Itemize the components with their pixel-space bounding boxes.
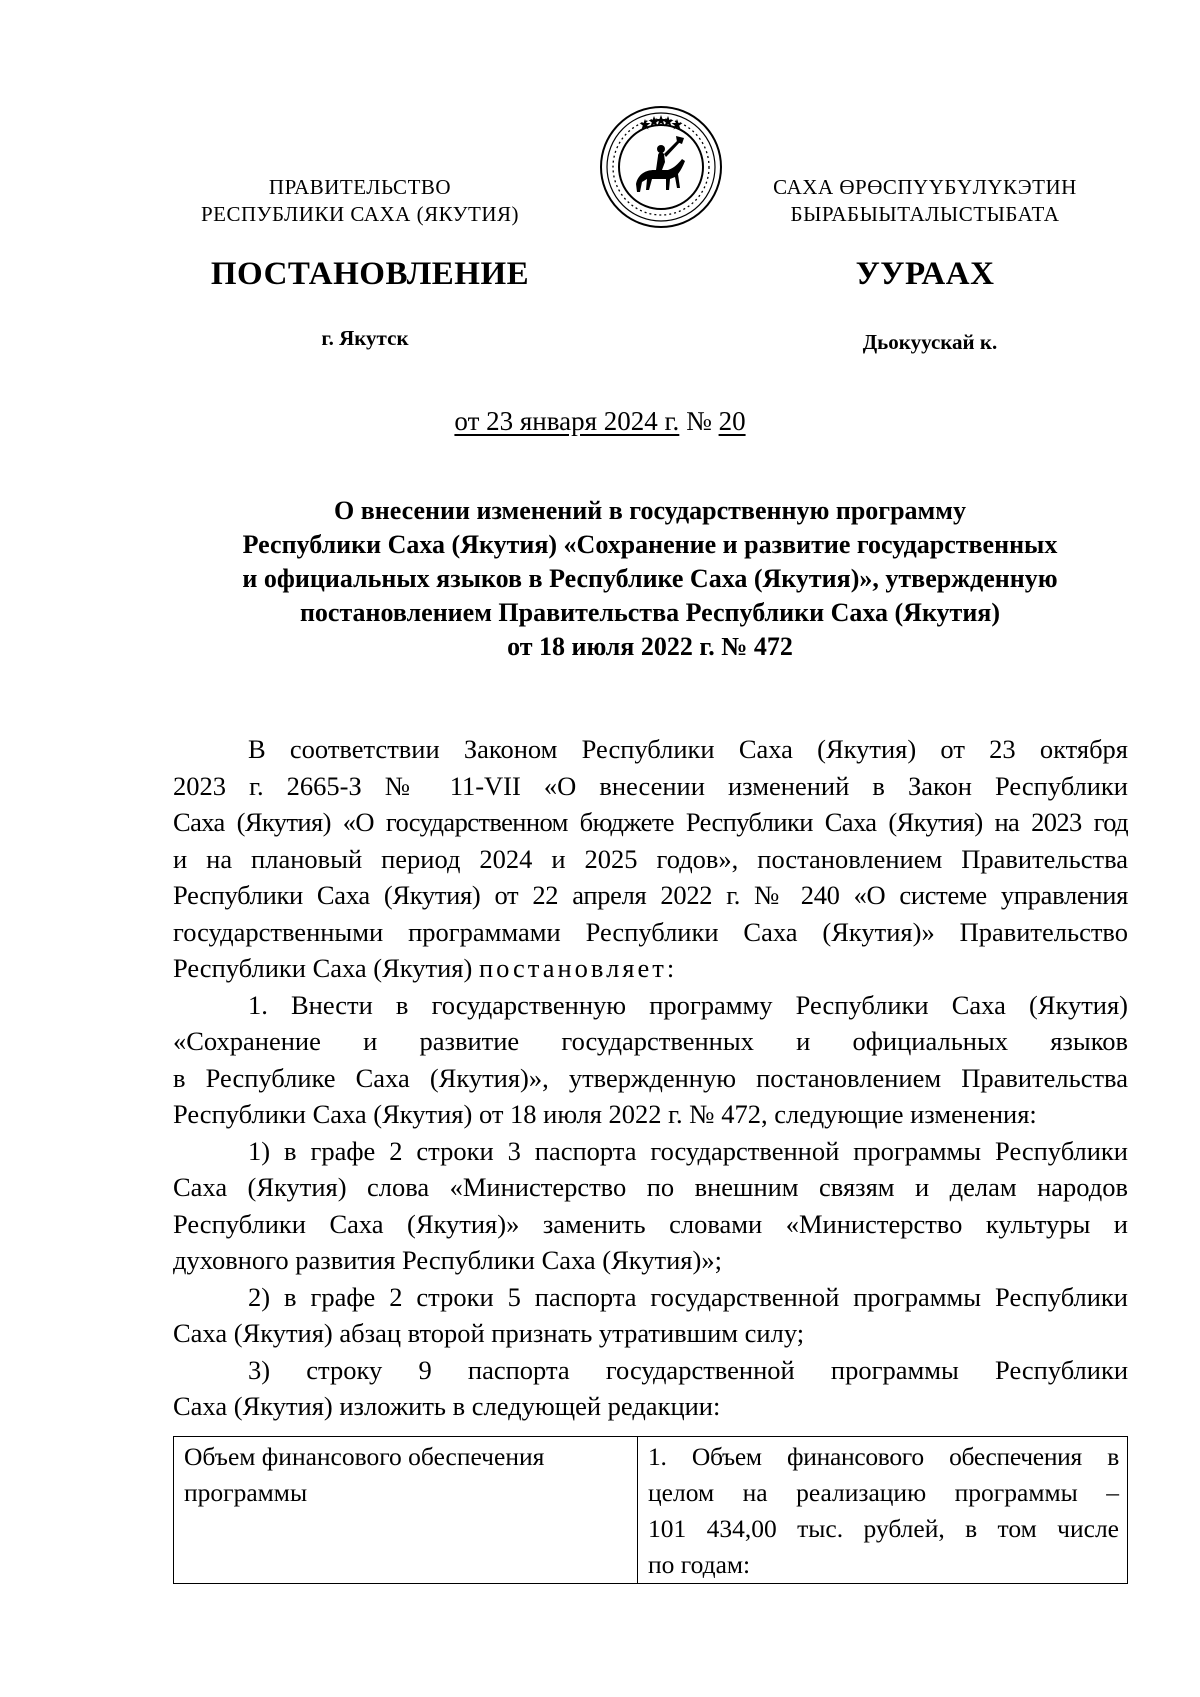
doc-type-title-ru: ПОСТАНОВЛЕНИЕ (210, 256, 530, 292)
doc-subject (180, 494, 1120, 664)
subject-line: постановлением Правительства Республики Саха (Якутия) (299, 598, 1001, 627)
doc-body (173, 731, 1128, 1425)
text-line: 1. Объем финансового обеспечения в (648, 1442, 1119, 1471)
subject-line: и официальных языков в Республике Саха (Якутия)», утвержденную (242, 564, 1058, 593)
number-sign: № (679, 406, 719, 436)
text-line: в Республике Саха (Якутия)», утвержденную постановлением Правительства (173, 1062, 1128, 1093)
text-line: программы (184, 1478, 308, 1507)
text-line: Саха (Якутия) слова «Министерство по внешним связям и делам народов (173, 1172, 1128, 1202)
text-line: духовного развития Республики Саха (Якутия)»; (173, 1245, 722, 1275)
org-name-ru-line-1: ПРАВИТЕЛЬСТВО (268, 175, 452, 199)
text-line (173, 950, 1128, 987)
doc-type-title-sah: УУРААХ (855, 256, 995, 292)
table-cell-label (174, 1437, 638, 1584)
text-line: государственными программами Республики Саха (Якутия)» Правительство (173, 916, 1128, 947)
paragraph-subitem-2 (173, 1279, 1128, 1352)
resolution-word: постановляет: (478, 953, 678, 983)
text-line: В соответствии Законом Республики Саха (Якутия) от 23 октября (248, 734, 1128, 764)
text-line: «Сохранение и развитие государственных и официальных языков (173, 1026, 1128, 1056)
org-name-ru (180, 174, 540, 228)
city-sah: Дьокуускай к. (862, 330, 998, 354)
org-name-ru-line-2: РЕСПУБЛИКИ САХА (ЯКУТИЯ) (200, 202, 520, 226)
text-fragment: Республики Саха (Якутия) (173, 953, 479, 983)
text-line: Республики Саха (Якутия) от 22 апреля 2022 г. № 240 «О системе управления (173, 880, 1128, 910)
doc-date: от 23 января 2024 г. (454, 406, 680, 436)
text-line: 2023 г. 2665-З № 11-VII «О внесении изменений в Закон Республики (173, 770, 1128, 801)
text-line: по годам: (648, 1550, 751, 1579)
text-line: 1. Внести в государственную программу Республики Саха (Якутия) (248, 989, 1128, 1020)
subject-line: О внесении изменений в государственную программу (334, 496, 966, 525)
paragraph-subitem-3 (173, 1352, 1128, 1425)
text-line: 2) в графе 2 строки 5 паспорта государственной программы Республики (248, 1281, 1128, 1312)
text-line: целом на реализацию программы – (648, 1478, 1119, 1507)
subject-line: от 18 июля 2022 г. № 472 (507, 632, 793, 661)
paragraph-item-1 (173, 987, 1128, 1133)
paragraph-preamble (173, 731, 1128, 987)
text-line: и на плановый период 2024 и 2025 годов», постановлением Правительства (173, 843, 1128, 874)
table-cell-value (638, 1437, 1128, 1584)
text-line: Саха (Якутия) изложить в следующей редакции: (173, 1391, 721, 1421)
paragraph-subitem-1 (173, 1133, 1128, 1279)
text-line: Республики Саха (Якутия) от 18 июля 2022 г. № 472, следующие изменения: (173, 1099, 1037, 1129)
text-line: 101 434,00 тыс. рублей, в том числе (648, 1514, 1119, 1543)
text-line: Республики Саха (Якутия)» заменить словами «Министерство культуры и (173, 1208, 1128, 1239)
yakutia-coat-of-arms-icon (598, 104, 724, 230)
org-name-sah (735, 174, 1115, 228)
text-line: Объем финансового обеспечения (184, 1442, 545, 1471)
org-name-sah-line-1: САХА ӨРӨСПҮҮБҮЛҮКЭТИН (773, 175, 1077, 199)
text-line: Саха (Якутия) «О государственном бюджете Республики Саха (Якутия) на 2023 год (173, 807, 1128, 837)
subject-line: Республики Саха (Якутия) «Сохранение и развитие государственных (242, 530, 1058, 559)
org-name-sah-line-2: БЫРАБЫЫТАЛЫСТЫБАТА (790, 202, 1060, 226)
doc-number: 20 (718, 406, 746, 436)
passport-table (173, 1436, 1128, 1584)
text-line: 1) в графе 2 строки 3 паспорта государственной программы Республики (248, 1135, 1128, 1166)
text-line: 3) строку 9 паспорта государственной программы Республики (248, 1354, 1128, 1385)
table-row (174, 1437, 1128, 1584)
city-ru: г. Якутск (321, 326, 409, 350)
text-line: Саха (Якутия) абзац второй признать утратившим силу; (173, 1318, 805, 1348)
doc-date-number (0, 406, 1200, 437)
